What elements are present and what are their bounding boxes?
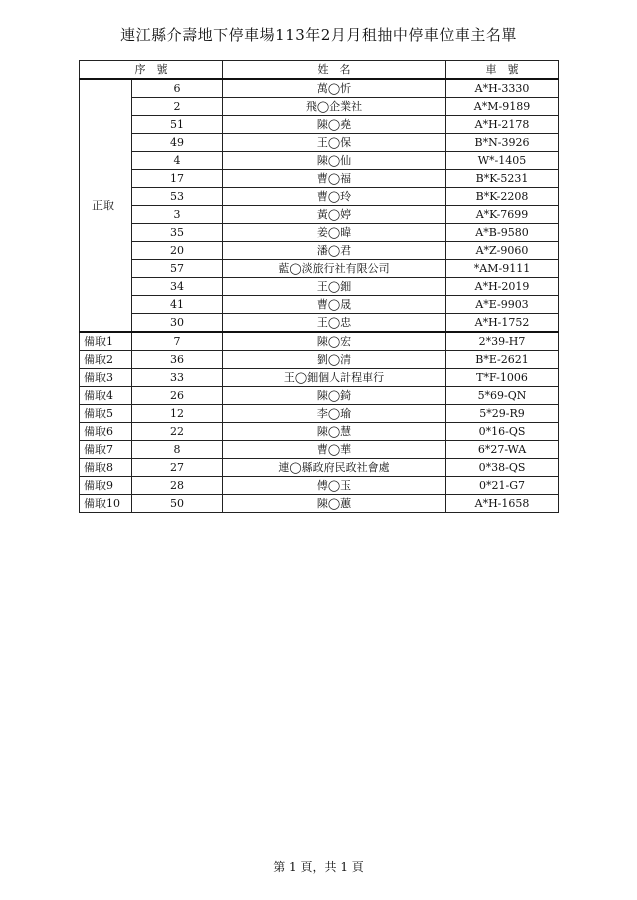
roster-body: [80, 79, 559, 513]
cell-owner-name: 連◯縣政府民政社會處: [223, 459, 446, 477]
cell-owner-name: 王◯鈿: [223, 278, 446, 296]
cell-seq-no: 4: [132, 152, 223, 170]
cell-seq-no: 3: [132, 206, 223, 224]
cell-owner-name: 姜◯暐: [223, 224, 446, 242]
cell-plate: W*-1405: [446, 152, 559, 170]
table-row: [80, 260, 559, 278]
cell-owner-name: 曹◯福: [223, 170, 446, 188]
cell-seq-no: 30: [132, 314, 223, 333]
cell-owner-name: 陳◯蕙: [223, 495, 446, 513]
group-label-main: 正取: [80, 79, 132, 332]
cell-seq-no: 22: [132, 423, 223, 441]
table-row: [80, 278, 559, 296]
cell-plate: 0*38-QS: [446, 459, 559, 477]
cell-plate: 0*21-G7: [446, 477, 559, 495]
table-row: [80, 224, 559, 242]
cell-owner-name: 曹◯華: [223, 441, 446, 459]
cell-seq-no: 34: [132, 278, 223, 296]
cell-seq-no: 51: [132, 116, 223, 134]
cell-alt-label: 備取8: [80, 459, 132, 477]
header-plate: 車 號: [446, 61, 559, 80]
cell-alt-label: 備取4: [80, 387, 132, 405]
table-row: [80, 188, 559, 206]
cell-owner-name: 曹◯玲: [223, 188, 446, 206]
cell-seq-no: 57: [132, 260, 223, 278]
cell-owner-name: 陳◯錡: [223, 387, 446, 405]
cell-plate: B*E-2621: [446, 351, 559, 369]
cell-plate: A*M-9189: [446, 98, 559, 116]
cell-seq-no: 7: [132, 332, 223, 351]
cell-owner-name: 王◯忠: [223, 314, 446, 333]
table-row: [80, 206, 559, 224]
cell-plate: A*K-7699: [446, 206, 559, 224]
cell-seq-no: 26: [132, 387, 223, 405]
table-row: [80, 477, 559, 495]
table-row: [80, 332, 559, 351]
table-row: [80, 116, 559, 134]
cell-owner-name: 陳◯堯: [223, 116, 446, 134]
cell-alt-label: 備取3: [80, 369, 132, 387]
cell-alt-label: 備取1: [80, 332, 132, 351]
table-row: [80, 242, 559, 260]
table-row: [80, 134, 559, 152]
cell-alt-label: 備取7: [80, 441, 132, 459]
cell-plate: *AM-9111: [446, 260, 559, 278]
cell-plate: A*Z-9060: [446, 242, 559, 260]
table-row: [80, 405, 559, 423]
cell-seq-no: 41: [132, 296, 223, 314]
cell-seq-no: 35: [132, 224, 223, 242]
page-footer: 第 1 頁，共 1 頁: [273, 860, 364, 874]
cell-plate: 5*69-QN: [446, 387, 559, 405]
cell-seq-no: 8: [132, 441, 223, 459]
cell-owner-name: 陳◯仙: [223, 152, 446, 170]
header-seq: 序 號: [80, 61, 223, 80]
cell-plate: 2*39-H7: [446, 332, 559, 351]
cell-seq-no: 20: [132, 242, 223, 260]
table-row: [80, 459, 559, 477]
cell-plate: T*F-1006: [446, 369, 559, 387]
cell-alt-label: 備取2: [80, 351, 132, 369]
cell-plate: A*H-2178: [446, 116, 559, 134]
cell-owner-name: 陳◯慧: [223, 423, 446, 441]
table-row: [80, 79, 559, 98]
cell-seq-no: 12: [132, 405, 223, 423]
cell-plate: 5*29-R9: [446, 405, 559, 423]
cell-owner-name: 李◯瑜: [223, 405, 446, 423]
table-row: [80, 152, 559, 170]
cell-owner-name: 劉◯清: [223, 351, 446, 369]
cell-alt-label: 備取10: [80, 495, 132, 513]
cell-plate: B*K-2208: [446, 188, 559, 206]
table-row: [80, 296, 559, 314]
cell-seq-no: 49: [132, 134, 223, 152]
cell-seq-no: 17: [132, 170, 223, 188]
cell-alt-label: 備取9: [80, 477, 132, 495]
cell-plate: A*E-9903: [446, 296, 559, 314]
cell-plate: B*N-3926: [446, 134, 559, 152]
cell-owner-name: 萬◯忻: [223, 79, 446, 98]
cell-seq-no: 28: [132, 477, 223, 495]
cell-plate: A*H-2019: [446, 278, 559, 296]
cell-seq-no: 33: [132, 369, 223, 387]
cell-seq-no: 27: [132, 459, 223, 477]
cell-plate: A*B-9580: [446, 224, 559, 242]
cell-owner-name: 王◯保: [223, 134, 446, 152]
document-title: 連江縣介壽地下停車場113年2月月租抽中停車位車主名單: [120, 26, 517, 44]
cell-seq-no: 53: [132, 188, 223, 206]
table-row: [80, 495, 559, 513]
cell-plate: A*H-1658: [446, 495, 559, 513]
table-row: [80, 351, 559, 369]
cell-owner-name: 黃◯婷: [223, 206, 446, 224]
cell-seq-no: 6: [132, 79, 223, 98]
cell-seq-no: 2: [132, 98, 223, 116]
table-row: [80, 369, 559, 387]
cell-plate: 6*27-WA: [446, 441, 559, 459]
header-name: 姓 名: [223, 61, 446, 80]
cell-alt-label: 備取6: [80, 423, 132, 441]
cell-owner-name: 飛◯企業社: [223, 98, 446, 116]
table-row: [80, 423, 559, 441]
cell-plate: 0*16-QS: [446, 423, 559, 441]
cell-plate: A*H-1752: [446, 314, 559, 333]
table-row: [80, 441, 559, 459]
table-row: [80, 98, 559, 116]
cell-seq-no: 50: [132, 495, 223, 513]
table-row: [80, 387, 559, 405]
cell-owner-name: 傅◯玉: [223, 477, 446, 495]
table-row: [80, 170, 559, 188]
cell-owner-name: 王◯鈿個人計程車行: [223, 369, 446, 387]
cell-owner-name: 陳◯宏: [223, 332, 446, 351]
table-row: [80, 314, 559, 333]
cell-owner-name: 曹◯晟: [223, 296, 446, 314]
cell-alt-label: 備取5: [80, 405, 132, 423]
cell-plate: B*K-5231: [446, 170, 559, 188]
table-header-row: [80, 61, 559, 80]
cell-seq-no: 36: [132, 351, 223, 369]
cell-plate: A*H-3330: [446, 79, 559, 98]
cell-owner-name: 潘◯君: [223, 242, 446, 260]
cell-owner-name: 藍◯淡旅行社有限公司: [223, 260, 446, 278]
roster-table: [79, 60, 559, 513]
